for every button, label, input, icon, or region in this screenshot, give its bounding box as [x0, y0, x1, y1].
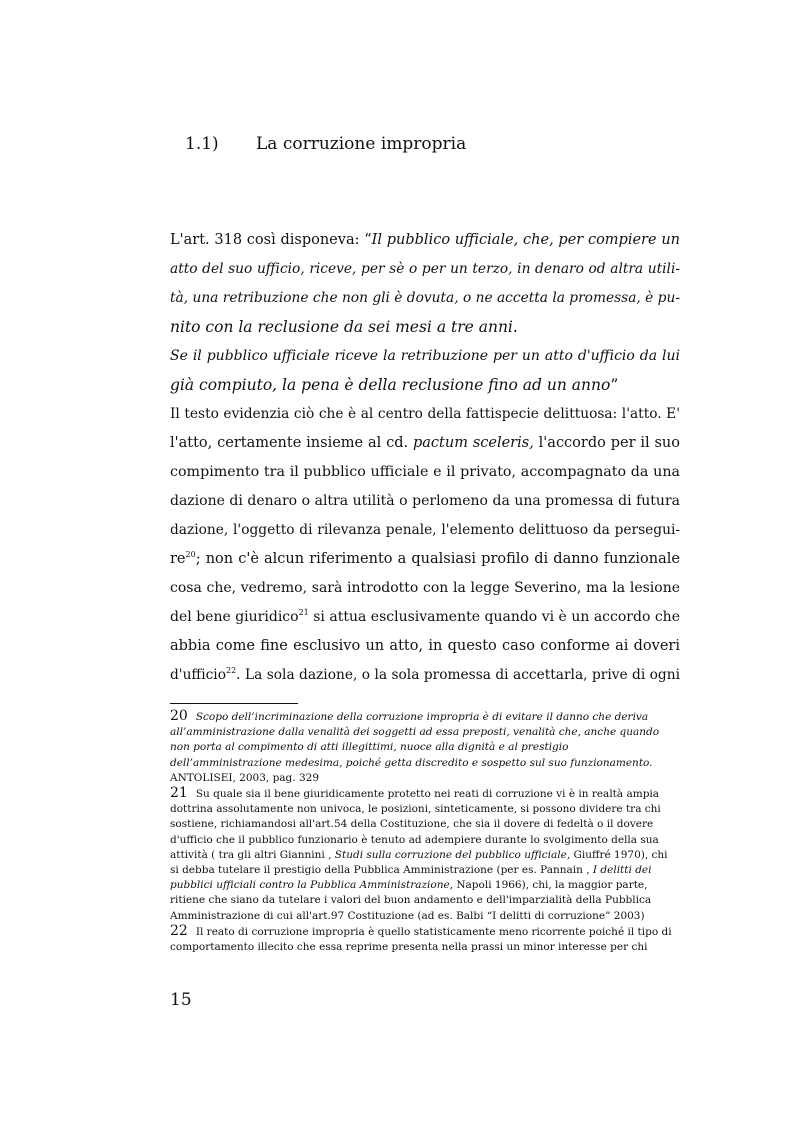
- paragraph-article-318: [170, 226, 680, 400]
- quote-line: tà, una retribuzione che non gli è dovuta, o ne accetta la promessa, è pu-: [170, 290, 680, 306]
- footnote-20: [170, 709, 685, 786]
- footnote-line: dottrina assolutamente non univoca, le posizioni, sinteticamente, si possono dividere tra chi: [170, 803, 661, 816]
- text-line: compimento tra il pubblico ufficiale e il privato, accompagnato da una: [170, 464, 680, 480]
- footnote-line: dell’amministrazione medesima, poiché getta discredito e sospetto sul suo funzionamento.: [170, 756, 653, 769]
- latin-term: pactum sceleris,: [413, 435, 534, 451]
- section-heading: [185, 134, 466, 154]
- footnote-line: all’amministrazione dalla venalità dei soggetti ad essa preposti, venalità che, anche quando: [170, 726, 660, 739]
- text-line: d'ufficio$^{22}$. La sola dazione, o la sola promessa di accettarla, prive di ogni: [170, 666, 680, 683]
- footnote-22: [170, 924, 685, 955]
- page-number: 15: [170, 990, 192, 1010]
- text-line: abbia come fine esclusivo un atto, in questo caso conforme ai doveri: [170, 638, 680, 654]
- text-line: del bene giuridico$^{21}$ si attua esclusivamente quando vi è un accordo che: [170, 608, 680, 625]
- footnote-ref-20[interactable]: 20: [185, 550, 196, 559]
- footnote-line: 21 Su quale sia il bene giuridicamente protetto nei reati di corruzione vi è in realtà ampia: [170, 785, 660, 802]
- footnote-line: 20 Scopo dell’incriminazione della corruzione impropria è di evitare il danno che deriva: [170, 708, 649, 724]
- footnote-separator: [170, 703, 298, 704]
- section-number: 1.1): [185, 134, 219, 154]
- text-line: l'atto, certamente insieme al cd. pactum sceleris, l'accordo per il suo: [170, 435, 681, 451]
- footnotes: [170, 709, 685, 955]
- footnote-ref-22[interactable]: 22: [225, 666, 237, 675]
- text-line: dazione di denaro o altra utilità o perlomeno da una promessa di futura: [170, 493, 680, 509]
- quote-line: già compiuto, la pena è della reclusione fino ad un anno”: [170, 376, 619, 394]
- text-line: dazione, l'oggetto di rilevanza penale, l'elemento delittuoso da persegui-: [170, 522, 680, 538]
- quote-line: nito con la reclusione da sei mesi a tre anni.: [170, 318, 518, 336]
- footnote-line: Amministrazione di cui all'art.97 Costituzione (ad es. Balbi “I delitti di corruzione” 2003): [170, 909, 645, 922]
- quote-line: atto del suo ufficio, riceve, per sè o per un terzo, in denaro od altra utili-: [170, 261, 680, 277]
- text-line: $re^{20}$; non c'è alcun riferimento a qualsiasi profilo di danno funzionale: [170, 550, 680, 567]
- quote-text: Il pubblico ufficiale, che, per compiere un: [371, 232, 680, 248]
- footnote-line: pubblici ufficiali contro la Pubblica Amministrazione, Napoli 1966), chi, la maggior parte,: [170, 879, 648, 892]
- paragraph-analysis: [170, 400, 680, 690]
- footnote-number: 22: [170, 922, 188, 939]
- footnote-ref-21[interactable]: 21: [298, 608, 309, 617]
- footnote-source: ANTOLISEI, 2003, pag. 329: [170, 771, 319, 784]
- quote-line: Se il pubblico ufficiale riceve la retribuzione per un atto d'ufficio da lui: [170, 348, 680, 364]
- footnote-number: 21: [170, 785, 188, 802]
- footnote-line: si debba tutelare il prestigio della Pubblica Amministrazione (per es. Pannain , I delitti dei: [170, 864, 652, 877]
- footnote-line: d'ufficio che il pubblico funzionario è tenuto ad adempiere durante lo svolgimento della sua: [170, 833, 659, 846]
- footnote-number: 20: [170, 708, 188, 724]
- text-line: cosa che, vedremo, sarà introdotto con la legge Severino, ma la lesione: [170, 580, 680, 596]
- footnote-line: attività ( tra gli altri Giannini , Studi sulla corruzione del pubblico ufficiale, Giuffré 1970), chi: [170, 848, 668, 861]
- text-line: L'art. 318 così disponeva: “Il pubblico ufficiale, che, per compiere un: [170, 232, 680, 248]
- footnote-line: comportamento illecito che essa reprime presenta nella prassi un minor interesse per chi: [170, 941, 648, 954]
- text-line: Il testo evidenzia ciò che è al centro della fattispecie delittuosa: l'atto. E': [170, 406, 680, 422]
- footnote-21: [170, 786, 685, 924]
- footnote-line: non porta al compimento di atti illegittimi, nuoce alla dignità e al prestigio: [170, 741, 569, 754]
- section-title: La corruzione impropria: [256, 134, 467, 154]
- footnote-line: sostiene, richiamandosi all'art.54 della Costituzione, che sia il dovere di fedeltà o il dovere: [170, 818, 654, 831]
- footnote-line: 22 Il reato di corruzione impropria è quello statisticamente meno ricorrente poiché il tipo di: [170, 922, 672, 939]
- body-text: [170, 226, 680, 690]
- footnote-line: ritiene che siano da tutelare i valori del buon andamento e dell'imparzialità della Pubblica: [170, 894, 652, 907]
